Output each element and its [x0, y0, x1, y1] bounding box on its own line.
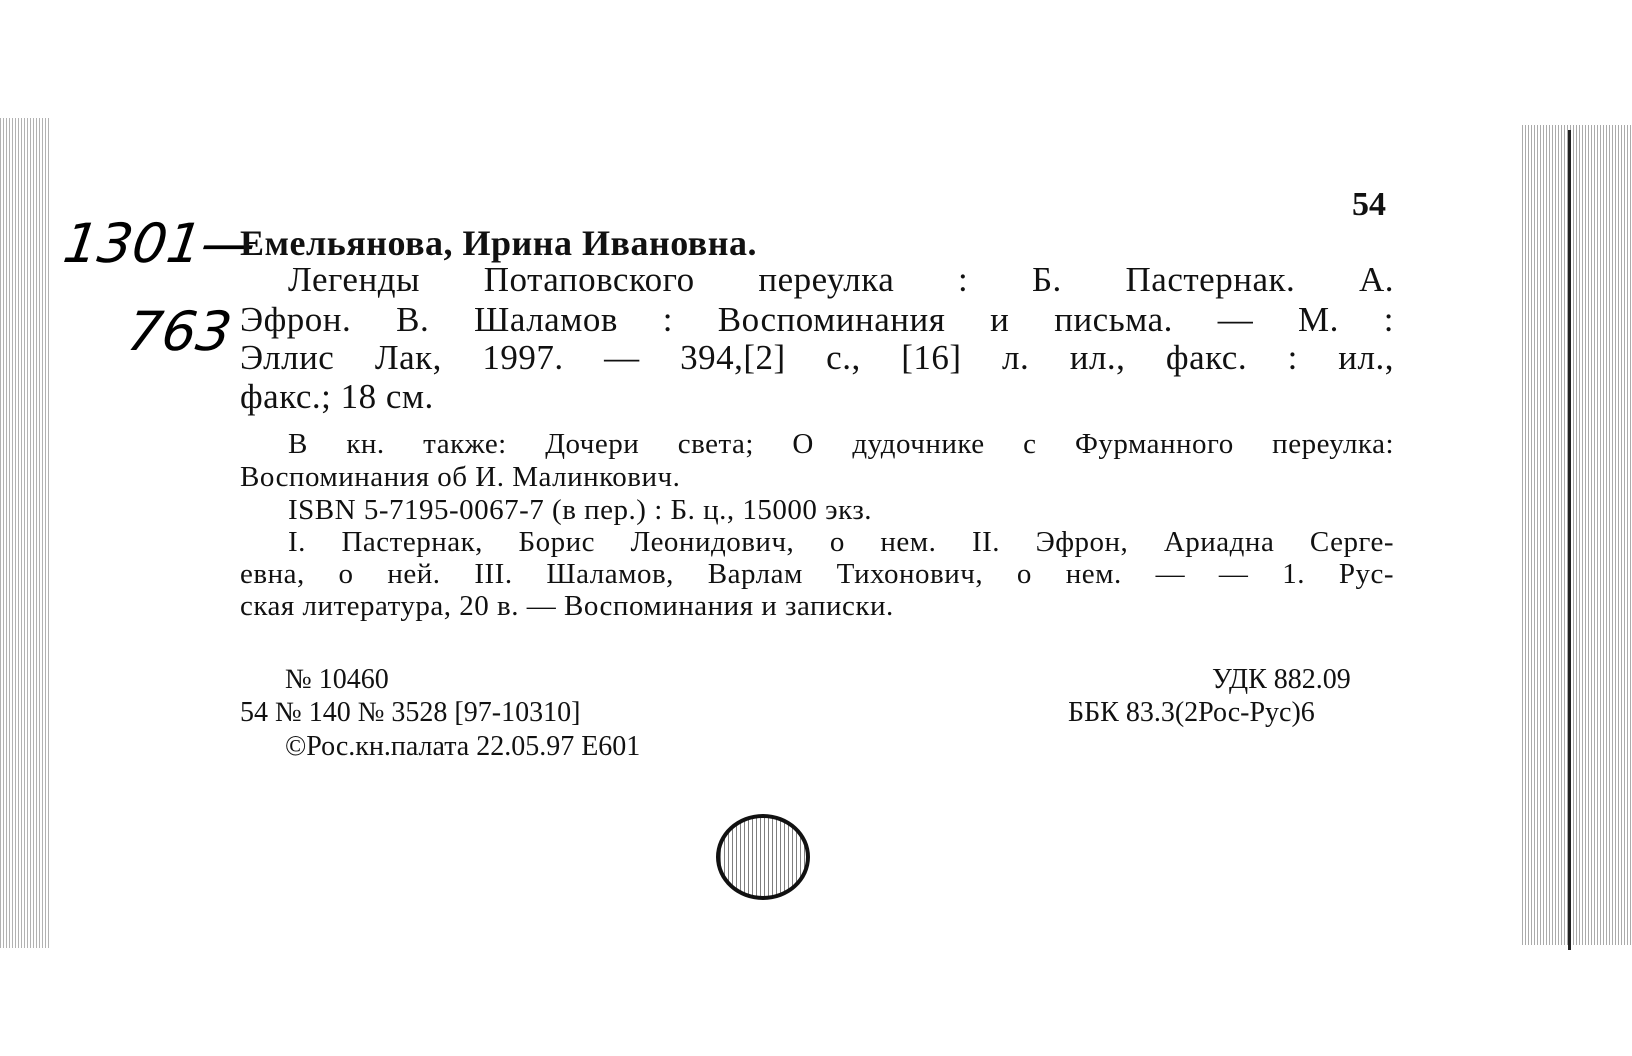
card-edge-line: [1568, 130, 1571, 950]
punch-hole-mark: [716, 814, 810, 900]
author-heading: Емельянова, Ирина Ивановна.: [240, 223, 757, 263]
note-line-2: Воспоминания об И. Малинкович.: [240, 461, 681, 493]
title-line-3: Эллис Лак, 1997. — 394,[2] с., [16] л. ил., факс. : ил.,: [240, 338, 1394, 377]
copyright-line: ©Рос.кн.палата 22.05.97 Е601: [285, 731, 641, 762]
catalog-numbers: 54 № 140 № 3528 [97-10310]: [240, 697, 581, 728]
scan-edge-right: [1522, 125, 1632, 945]
subjects-line-1: I. Пастернак, Борис Леонидович, о нем. II. Эфрон, Ариадна Серге-: [288, 526, 1394, 558]
bbk-code: ББК 83.3(2Рос-Рус)6: [1068, 697, 1315, 728]
subjects-line-2: евна, о ней. III. Шаламов, Варлам Тихонович, о нем. — — 1. Рус-: [240, 558, 1394, 590]
note-line-1: В кн. также: Дочери света; О дудочнике с Фурманного переулка:: [288, 428, 1394, 460]
title-line-2: Эфрон. В. Шаламов : Воспоминания и письма. — М. :: [240, 300, 1394, 339]
handwritten-shelfmark-1: 1301—: [59, 212, 260, 275]
registration-number: № 10460: [285, 664, 389, 695]
card-number: 54: [1352, 186, 1386, 223]
scan-edge-left: [0, 118, 50, 948]
isbn-line: ISBN 5-7195-0067-7 (в пер.) : Б. ц., 15000 экз.: [288, 494, 873, 526]
title-line-1: Легенды Потаповского переулка : Б. Пастернак. А.: [288, 260, 1394, 299]
udk-code: УДК 882.09: [1212, 664, 1351, 695]
title-line-4: факс.; 18 см.: [240, 377, 434, 416]
subjects-line-3: ская литература, 20 в. — Воспоминания и записки.: [240, 590, 894, 622]
handwritten-shelfmark-2: 763: [123, 300, 236, 363]
